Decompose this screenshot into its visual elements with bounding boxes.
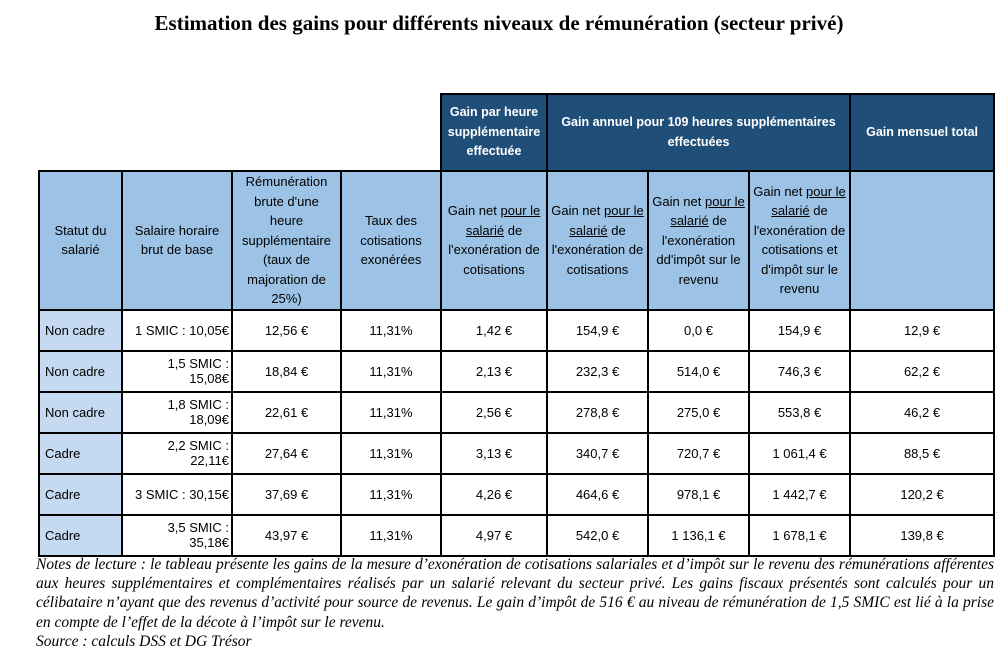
group-header-gain-mensuel: Gain mensuel total bbox=[850, 94, 994, 171]
table-cell: 2,56 € bbox=[441, 392, 547, 433]
column-header-salaire: Salaire horaire brut de base bbox=[122, 171, 232, 310]
cell-statut: Cadre bbox=[39, 515, 122, 556]
cell-statut: Non cadre bbox=[39, 310, 122, 351]
table-cell: 62,2 € bbox=[850, 351, 994, 392]
group-header-gain-annuel: Gain annuel pour 109 heures supplémentaires effectuées bbox=[547, 94, 850, 171]
column-header-gain-impot-annuel bbox=[648, 171, 749, 310]
page-title: Estimation des gains pour différents niveaux de rémunération (secteur privé) bbox=[154, 11, 844, 35]
header-text: de l'exonération de cotisations et d'impôt sur le revenu bbox=[753, 203, 846, 297]
table-cell: 275,0 € bbox=[648, 392, 749, 433]
table-cell: 2,13 € bbox=[441, 351, 547, 392]
gains-table bbox=[38, 93, 995, 557]
table-cell: 0,0 € bbox=[648, 310, 749, 351]
header-text: Gain net bbox=[753, 183, 807, 199]
table-cell: 1,5 SMIC : 15,08€ bbox=[122, 351, 232, 392]
table-cell: 1 678,1 € bbox=[749, 515, 850, 556]
table-cell: 12,56 € bbox=[232, 310, 341, 351]
header-text: de l'exonération de cotisations bbox=[551, 222, 644, 277]
group-header-gain-par-heure: Gain par heure supplémentaire effectuée bbox=[441, 94, 547, 171]
column-header-empty bbox=[850, 171, 994, 310]
table-cell: 978,1 € bbox=[648, 474, 749, 515]
table-cell: 232,3 € bbox=[547, 351, 648, 392]
table-cell: 139,8 € bbox=[850, 515, 994, 556]
column-header-gain-cotisations-heure bbox=[441, 171, 547, 310]
table-cell: 1 442,7 € bbox=[749, 474, 850, 515]
table-cell: 11,31% bbox=[341, 351, 441, 392]
table-cell: 1 SMIC : 10,05€ bbox=[122, 310, 232, 351]
cell-statut: Cadre bbox=[39, 474, 122, 515]
table-cell: 22,61 € bbox=[232, 392, 341, 433]
header-text: de l'exonération dd'impôt sur le revenu bbox=[656, 213, 741, 287]
cell-statut: Non cadre bbox=[39, 392, 122, 433]
table-cell: 11,31% bbox=[341, 474, 441, 515]
table-cell: 3,5 SMIC : 35,18€ bbox=[122, 515, 232, 556]
table-row bbox=[39, 515, 994, 556]
table-cell: 464,6 € bbox=[547, 474, 648, 515]
notes-paragraph: Notes de lecture : le tableau présente les gains de la mesure d’exonération de cotisations salariales et d’impôt sur le revenu des rémunérations afférentes aux heures supplémentaires et complémentaires réalisés par un salarié relevant du secteur privé. Les gains fiscaux présentés sont calculés pour un célibataire n’ayant que des revenus d’activité pour source de revenus. Le gain d’impôt de 516 € au niveau de rémunération de 1,5 SMIC est lié à la prise en compte de l’effet de la décote à l’impôt sur le revenu. bbox=[36, 556, 994, 631]
table-cell: 278,8 € bbox=[547, 392, 648, 433]
header-text: Gain net bbox=[447, 203, 501, 219]
table-cell: 1 136,1 € bbox=[648, 515, 749, 556]
table-cell: 553,8 € bbox=[749, 392, 850, 433]
table-cell: 27,64 € bbox=[232, 433, 341, 474]
group-header-row bbox=[39, 94, 994, 171]
table-row bbox=[39, 474, 994, 515]
table-cell: 746,3 € bbox=[749, 351, 850, 392]
header-text-underlined: pour le salarié bbox=[670, 193, 745, 228]
table-cell: 1 061,4 € bbox=[749, 433, 850, 474]
header-text-underlined: pour le salarié bbox=[569, 203, 644, 238]
column-header-gain-total-annuel bbox=[749, 171, 850, 310]
table-cell: 46,2 € bbox=[850, 392, 994, 433]
table-cell: 2,2 SMIC : 22,11€ bbox=[122, 433, 232, 474]
table-body bbox=[39, 310, 994, 556]
column-header-row bbox=[39, 171, 994, 310]
table-cell: 3 SMIC : 30,15€ bbox=[122, 474, 232, 515]
column-header-taux: Taux des cotisations exonérées bbox=[341, 171, 441, 310]
table-cell: 1,8 SMIC : 18,09€ bbox=[122, 392, 232, 433]
header-text-underlined: pour le salarié bbox=[465, 203, 541, 238]
header-spacer bbox=[39, 94, 441, 171]
header-text-underlined: pour le salarié bbox=[771, 183, 846, 219]
table-cell: 11,31% bbox=[341, 310, 441, 351]
table-cell: 37,69 € bbox=[232, 474, 341, 515]
table-cell: 154,9 € bbox=[547, 310, 648, 351]
table-cell: 514,0 € bbox=[648, 351, 749, 392]
table-cell: 1,42 € bbox=[441, 310, 547, 351]
table-cell: 18,84 € bbox=[232, 351, 341, 392]
table-cell: 120,2 € bbox=[850, 474, 994, 515]
cell-statut: Non cadre bbox=[39, 351, 122, 392]
column-header-gain-cotisations-annuel bbox=[547, 171, 648, 310]
source-line: Source : calculs DSS et DG Trésor bbox=[36, 633, 252, 650]
header-text: Gain net bbox=[551, 203, 604, 219]
header-text: Gain net bbox=[652, 193, 705, 209]
table-cell: 154,9 € bbox=[749, 310, 850, 351]
table-cell: 3,13 € bbox=[441, 433, 547, 474]
table-cell: 11,31% bbox=[341, 515, 441, 556]
table-cell: 11,31% bbox=[341, 433, 441, 474]
table-cell: 4,26 € bbox=[441, 474, 547, 515]
table-cell: 340,7 € bbox=[547, 433, 648, 474]
table-cell: 4,97 € bbox=[441, 515, 547, 556]
table-cell: 12,9 € bbox=[850, 310, 994, 351]
table-cell: 88,5 € bbox=[850, 433, 994, 474]
column-header-statut: Statut du salarié bbox=[39, 171, 122, 310]
table-row bbox=[39, 433, 994, 474]
table-row bbox=[39, 392, 994, 433]
header-text: de l'exonération de cotisations bbox=[448, 222, 540, 277]
table-cell: 43,97 € bbox=[232, 515, 341, 556]
table-cell: 11,31% bbox=[341, 392, 441, 433]
table-cell: 542,0 € bbox=[547, 515, 648, 556]
table-row bbox=[39, 310, 994, 351]
column-header-remuneration: Rémunération brute d'une heure supplémentaire (taux de majoration de 25%) bbox=[232, 171, 341, 310]
table-cell: 720,7 € bbox=[648, 433, 749, 474]
table-row bbox=[39, 351, 994, 392]
cell-statut: Cadre bbox=[39, 433, 122, 474]
